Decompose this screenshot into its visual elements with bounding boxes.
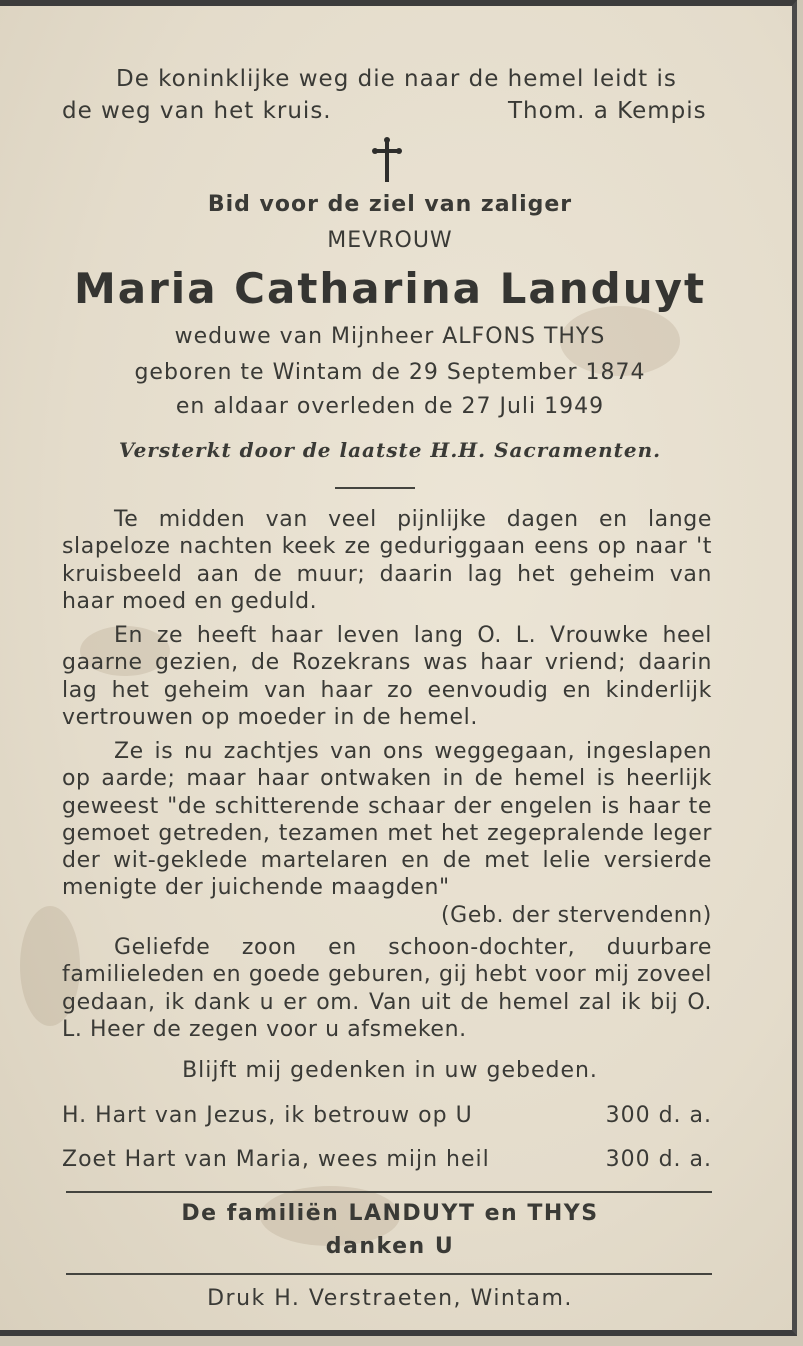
family-line: De familiën LANDUYT en THYS — [181, 1201, 599, 1226]
prayer-line-2 — [62, 1147, 712, 1172]
paragraph-3-text: Ze is nu zachtjes van ons weggegaan, ingeslapen op aarde; maar haar ontwaken in de hemel is heerlijk geweest "de schitterende schaar der engelen is haar te gemoet getreden, tezamen met het zegepralende leger der wit-geklede martelaren en de met lelie versierde menigte der juichende maagden" — [62, 739, 712, 901]
birth-line: geboren te Wintam de 29 September 1874 — [134, 360, 646, 385]
motto-author: Thom. a Kempis — [508, 98, 707, 124]
spouse-line: weduwe van Mijnheer ALFONS THYS — [174, 324, 606, 349]
indulgence-days: 300 d. a. — [605, 1147, 712, 1172]
deceased-name: Maria Catharina Landuyt — [73, 264, 707, 313]
paragraph-3-source: (Geb. der stervendenn) — [441, 902, 712, 928]
divider — [66, 1273, 712, 1275]
divider — [335, 487, 415, 489]
death-line: en aldaar overleden de 27 Juli 1949 — [175, 394, 605, 419]
paragraph-3 — [62, 738, 712, 929]
indulgence-days: 300 d. a. — [605, 1103, 712, 1128]
divider — [66, 1191, 712, 1193]
cross-icon — [372, 136, 402, 184]
paragraph-4: Geliefde zoon en schoon-dochter, duurbare familieleden en goede geburen, gij hebt voor mij zoveel gedaan, ik dank u er om. Van uit de hemel zal ik bij O. L. Heer de zegen voor u afsmeken. — [62, 935, 712, 1042]
sacraments-line: Versterkt door de laatste H.H. Sacramenten. — [118, 438, 662, 462]
paragraph-2: En ze heeft haar leven lang O. L. Vrouwke heel gaarne gezien, de Rozekrans was haar vriend; daarin lag het geheim van haar zo eenvoudig en kinderlijk vertrouwen op moeder in de hemel. — [62, 623, 712, 730]
honorific: MEVROUW — [327, 228, 453, 253]
remember-line: Blijft mij gedenken in uw gebeden. — [182, 1058, 598, 1083]
printer-line: Druk H. Verstraeten, Wintam. — [207, 1286, 573, 1311]
motto-line2: de weg van het kruis. — [62, 98, 332, 124]
prayer-heading: Bid voor de ziel van zaliger — [207, 192, 573, 217]
prayer-line-1 — [62, 1103, 712, 1128]
prayer-text: H. Hart van Jezus, ik betrouw op U — [62, 1103, 473, 1128]
paragraph-1: Te midden van veel pijnlijke dagen en lange slapeloze nachten keek ze geduriggaan eens op naar 't kruisbeeld aan de muur; daarin lag het geheim van haar moed en geduld. — [62, 507, 712, 614]
motto-line1: De koninklijke weg die naar de hemel leidt is — [116, 66, 677, 92]
thanks-line: danken U — [325, 1234, 455, 1259]
prayer-text: Zoet Hart van Maria, wees mijn heil — [62, 1147, 490, 1172]
